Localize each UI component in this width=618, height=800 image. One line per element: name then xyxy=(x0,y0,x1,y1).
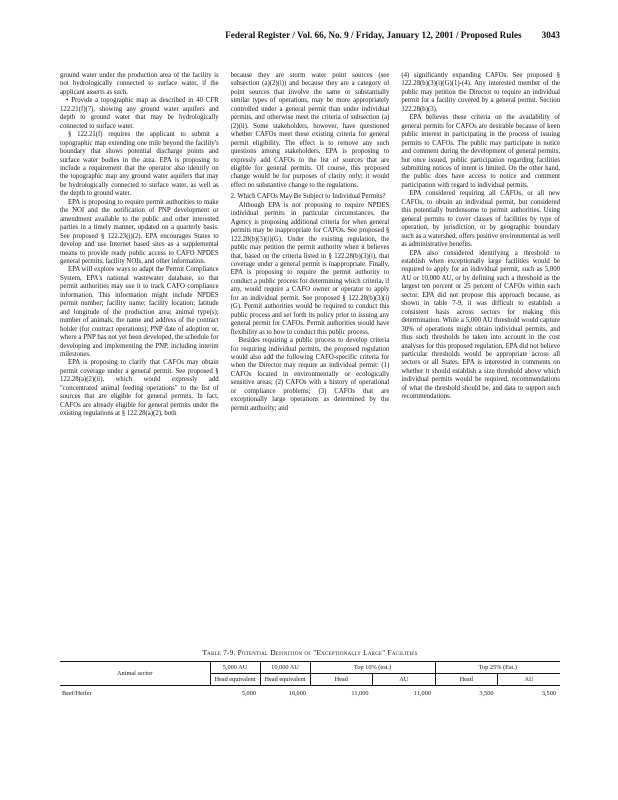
sub-header: AU xyxy=(498,674,561,686)
paragraph: • Provide a topographic map as described in 40 CFR 122.21(f)(7), showing any ground water aquifers and depth to ground water that may be hydrologically connected to surface water. xyxy=(60,97,219,130)
running-header xyxy=(60,30,560,40)
paragraph: EPA believes these criteria on the availability of general permits for CAFOs are desirable because of keen public interest in participating in the process of issuing permits to CAFOs. The public may participate in notice and comment during the development of general permits, but once issued, public participation regarding facilities submitting notices of intent is limited. On the other hand, the public does have access to notice and comment participation with regard to individual permits. xyxy=(401,114,560,189)
text-columns xyxy=(60,72,560,642)
paragraph: EPA considered requiring all CAFOs, or all new CAFOs, to obtain an individual permit, but considered this potentially burdensome to permit authorities. Using general permits to cover classes of facilities by type of operation, by jurisdiction, or by geographic boundary such as a watershed, offers positive environmental as well as administrative benefits. xyxy=(401,190,560,249)
table-row-header: Animal sector xyxy=(60,662,210,686)
page-number: 3043 xyxy=(541,30,560,40)
table-cell: 10,000 xyxy=(288,690,306,697)
paragraph: EPA is proposing to clarify that CAFOs may obtain permit coverage under a general permit. See proposed § 122.28(a)(2)(ii), which would expressly add "concentrated animal feeding operations" to the list of sources that are eligible for general permits. In fact, CAFOs are already eligible for general permits under the existing regulations at § 122.28(a)(2), both xyxy=(60,359,219,418)
table-cell: 11,000 xyxy=(413,690,431,697)
header-citation: Federal Register / Vol. 66, No. 9 / Friday, January 12, 2001 / Proposed Rules xyxy=(225,30,522,40)
sub-header: Head xyxy=(310,674,373,686)
col-group-top25: Top 25% (Est.) xyxy=(435,662,560,674)
paragraph: EPA will explore ways to adapt the Permit Compliance System, EPA's national wastewater database, so that permit authorities may use it to track CAFO compliance information. This information might include NPDES permit number; facility name; facility location; latitude and longitude of the production area; animal type(s); number of animals; the name and address of the contract holder (for contract operations); PNP date of adoption or, where a PNP has not yet been developed, the schedule for developing and implementing the PNP, including interim milestones. xyxy=(60,266,219,358)
table-cell: 5,000 xyxy=(241,690,256,697)
col-group-5000au: 5,000 AU xyxy=(210,662,260,674)
table-cell: 11,000 xyxy=(351,690,369,697)
table-cell: 3,500 xyxy=(541,690,556,697)
section-heading: 2. Which CAFOs May Be Subject to Individual Permits? xyxy=(230,193,386,201)
col-group-10000au: 10,000 AU xyxy=(260,662,310,674)
text-column-2 xyxy=(231,72,390,642)
paragraph: because they are storm water point sources (see subsection (a)(2)(i)) and because they are a category of point sources that involve the same or substantially similar types of operations, may be more appropriately controlled under a general permit than under individual permits, and otherwise meet the criteria of subsection (a)(2)(ii). Some stakeholders, however, have questioned whether CAFOs meet these existing criteria for general permit eligibility. The effect is to remove any such questions among stakeholders, EPA is proposing to expressly add CAFOs to the list of sources that are eligible for general permits. Of course, this proposed change would be for purposes of clarity only; it would effect no substantive change to the regulations. xyxy=(230,72,390,189)
paragraph: EPA also considered identifying a threshold to establish when exceptionally large facilities would be required to apply for an individual permit, such as 5,000 AU or 10,000 AU, or by defining such a threshold as the largest ten percent or 25 percent of CAFOs within each sector. EPA did not propose this approach because, as shown in table 7-9, it was difficult to establish a consistent basis across sectors for making this determination. While a 5,000 AU threshold would capture 30% of operations might obtain individual permits, and thus such thresholds be taken into account in the cost analyses for this proposed regulation, EPA did not believe particular thresholds would be appropriate across all sectors or all States. EPA is interested in comments on whether it should establish a size threshold above which individual permits would be required, recommendations of what the threshold should be, and data to support such recommendations. xyxy=(401,249,560,401)
table-row xyxy=(60,686,560,700)
text-column-1 xyxy=(60,72,219,642)
paragraph: (4) significantly expanding CAFOs. See proposed § 122.28(b)(3)(i)(G)(1)-(4). Any interested member of the public may petition the Director to require an individual permit for a facility covered by a general permit. Section 122.28(b)(3). xyxy=(401,72,560,113)
paragraph: ground water under the production area of the facility is not hydrologically connected to surface water, if the applicant asserts as such. xyxy=(60,72,219,96)
col-group-top10: Top 10% (est.) xyxy=(310,662,435,674)
exceptionally-large-table xyxy=(60,661,560,699)
sub-header: Head equivalent xyxy=(210,674,260,686)
table-title: Table 7-9. Potential Definition of "Exceptionally Large" Facilities xyxy=(202,648,418,657)
text-column-3 xyxy=(401,72,560,642)
sub-header: Head equivalent xyxy=(260,674,310,686)
paragraph: EPA is proposing to require permit authorities to make the NOI and the notification of PNP development or amendment available to the public and other interested parties in a timely manner, updated on a quarterly basis. See proposed § 122.23(j)(2). EPA encourages States to develop and use Internet based sites as a supplemental means to provide ready public access to CAFO NPDES general permits, facility NOIs, and other information. xyxy=(60,198,219,265)
paragraph: Although EPA is not proposing to require NPDES individual permits in particular circumstances, the Agency is proposing additional criteria for when general permits may be inappropriate for CAFOs. See proposed § 122.28(b)(3)(i)(G). Under the existing regulation, the public may petition the permit authority when it believes that, based on the criteria listed in § 122.28(b)(3)(i), that coverage under a general permit is inappropriate. Finally, EPA is proposing to require the permit authority to conduct a public process for determining which criteria, if any, would require a CAFO owner or operator to apply for an individual permit. See proposed § 122.28(b)(3)(i)(G). Permit authorities would be required to conduct this public process and set forth its policy prior to issuing any general permit for CAFOs. Permit authorities would have flexibility as to how to conduct this public process. xyxy=(230,201,390,336)
sub-header: AU xyxy=(373,674,436,686)
row-label: Beef/Heifer xyxy=(62,690,92,697)
paragraph: § 122.21(f) requires the applicant to submit a topographic map extending one mile beyond the facility's boundary that shows potential discharge points and surface water bodies in the area. EPA is proposing to include a requirement that the operator also identify on the topographic map any ground water aquifers that may be hydrologically connected to surface water, as well as the depth to ground water. xyxy=(60,131,219,198)
table-cell: 3,500 xyxy=(479,690,494,697)
sub-header: Head xyxy=(435,674,498,686)
paragraph: Besides requiring a public process to develop criteria for requiring individual permits, the proposed regulation would also add the following CAFO-specific criteria for when the Director may require an individual permit: (1) CAFOs located in environmentally or ecologically sensitive areas; (2) CAFOs with a history of operational or compliance problems; (3) CAFOs that are exceptionally large operations as determined by the permit authority; and xyxy=(230,337,390,412)
